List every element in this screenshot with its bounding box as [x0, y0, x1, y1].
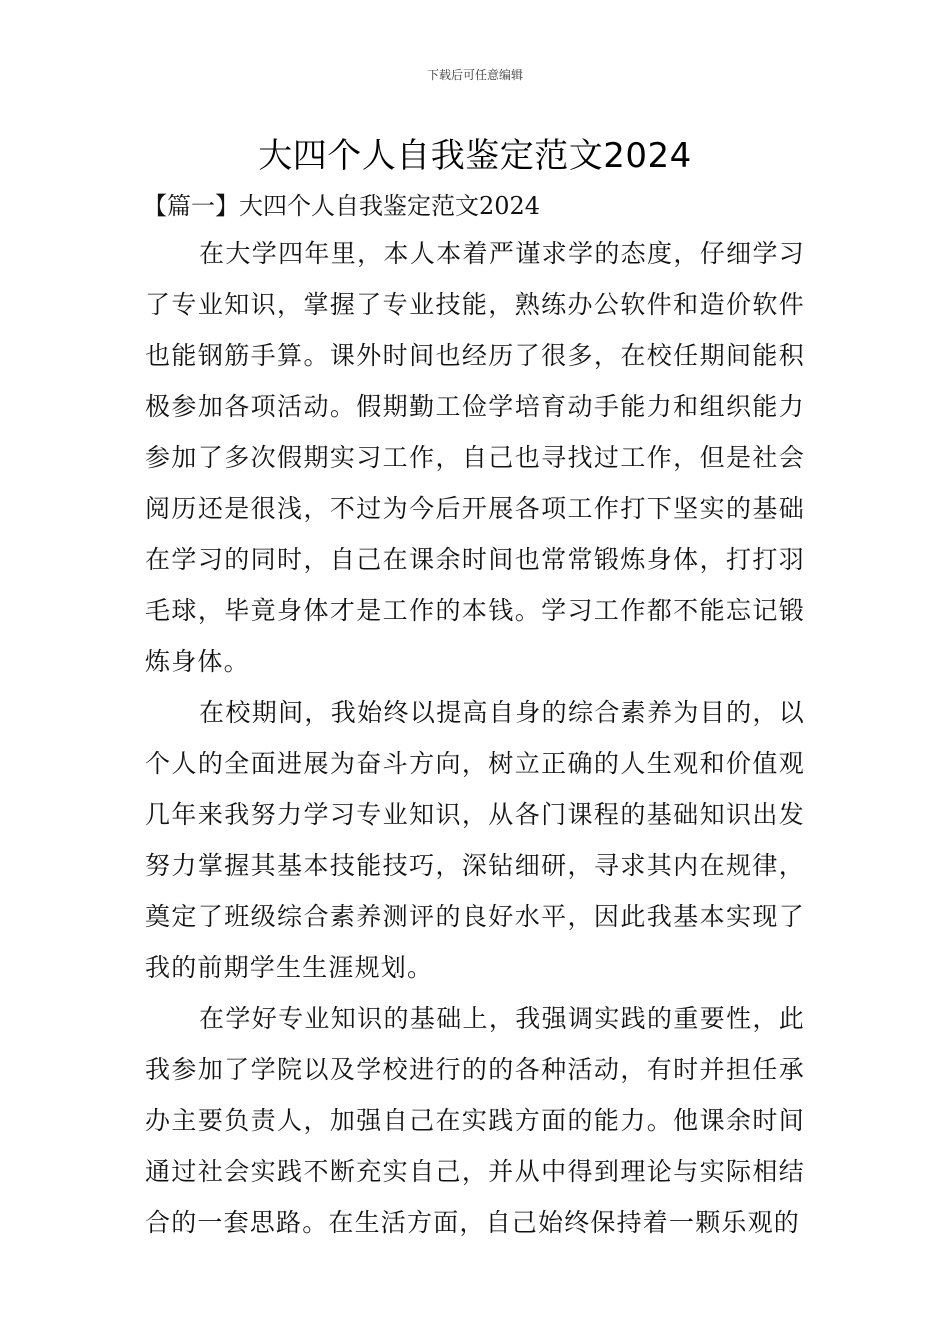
section-heading: 【篇一】大四个人自我鉴定范文2024: [143, 192, 541, 220]
body-paragraph: 在大学四年里，本人本着严谨求学的态度，仔细学习了专业知识，掌握了专业技能，熟练办公软件和造价软件也能钢筋手算。课外时间也经历了很多，在校任期间能积极参加各项活动。假期勤工俭学培育动手能力和组织能力参加了多次假期实习工作，自己也寻找过工作，但是社会阅历还是很浅，不过为今后开展各项工作打下坚实的基础在学习的同时，自己在课余时间也常常锻炼身体，打打羽毛球，毕竟身体才是工作的本钱。学习工作都不能忘记锻炼身体。: [145, 239, 805, 676]
document-title: 大四个人自我鉴定范文2024: [258, 136, 692, 176]
page-header-note: 下载后可任意编辑: [426, 68, 523, 82]
body-paragraph: 在学好专业知识的基础上，我强调实践的重要性，此我参加了学院以及学校进行的的各种活动，有时并担任承办主要负责人，加强自己在实践方面的能力。他课余时间通过社会实践不断充实自己，并从中得到理论与实际相结合的一套思路。在生活方面，自己始终保持着一颗乐观的: [145, 1004, 805, 1237]
body-paragraph: 在校期间，我始终以提高自身的综合素养为目的，以个人的全面进展为奋斗方向，树立正确的人生观和价值观几年来我努力学习专业知识，从各门课程的基础知识出发努力掌握其基本技能技巧，深钻细研，寻求其内在规律，奠定了班级综合素养测评的良好水平，因此我基本实现了我的前期学生生涯规划。: [145, 698, 805, 982]
document-body: [145, 228, 805, 1248]
